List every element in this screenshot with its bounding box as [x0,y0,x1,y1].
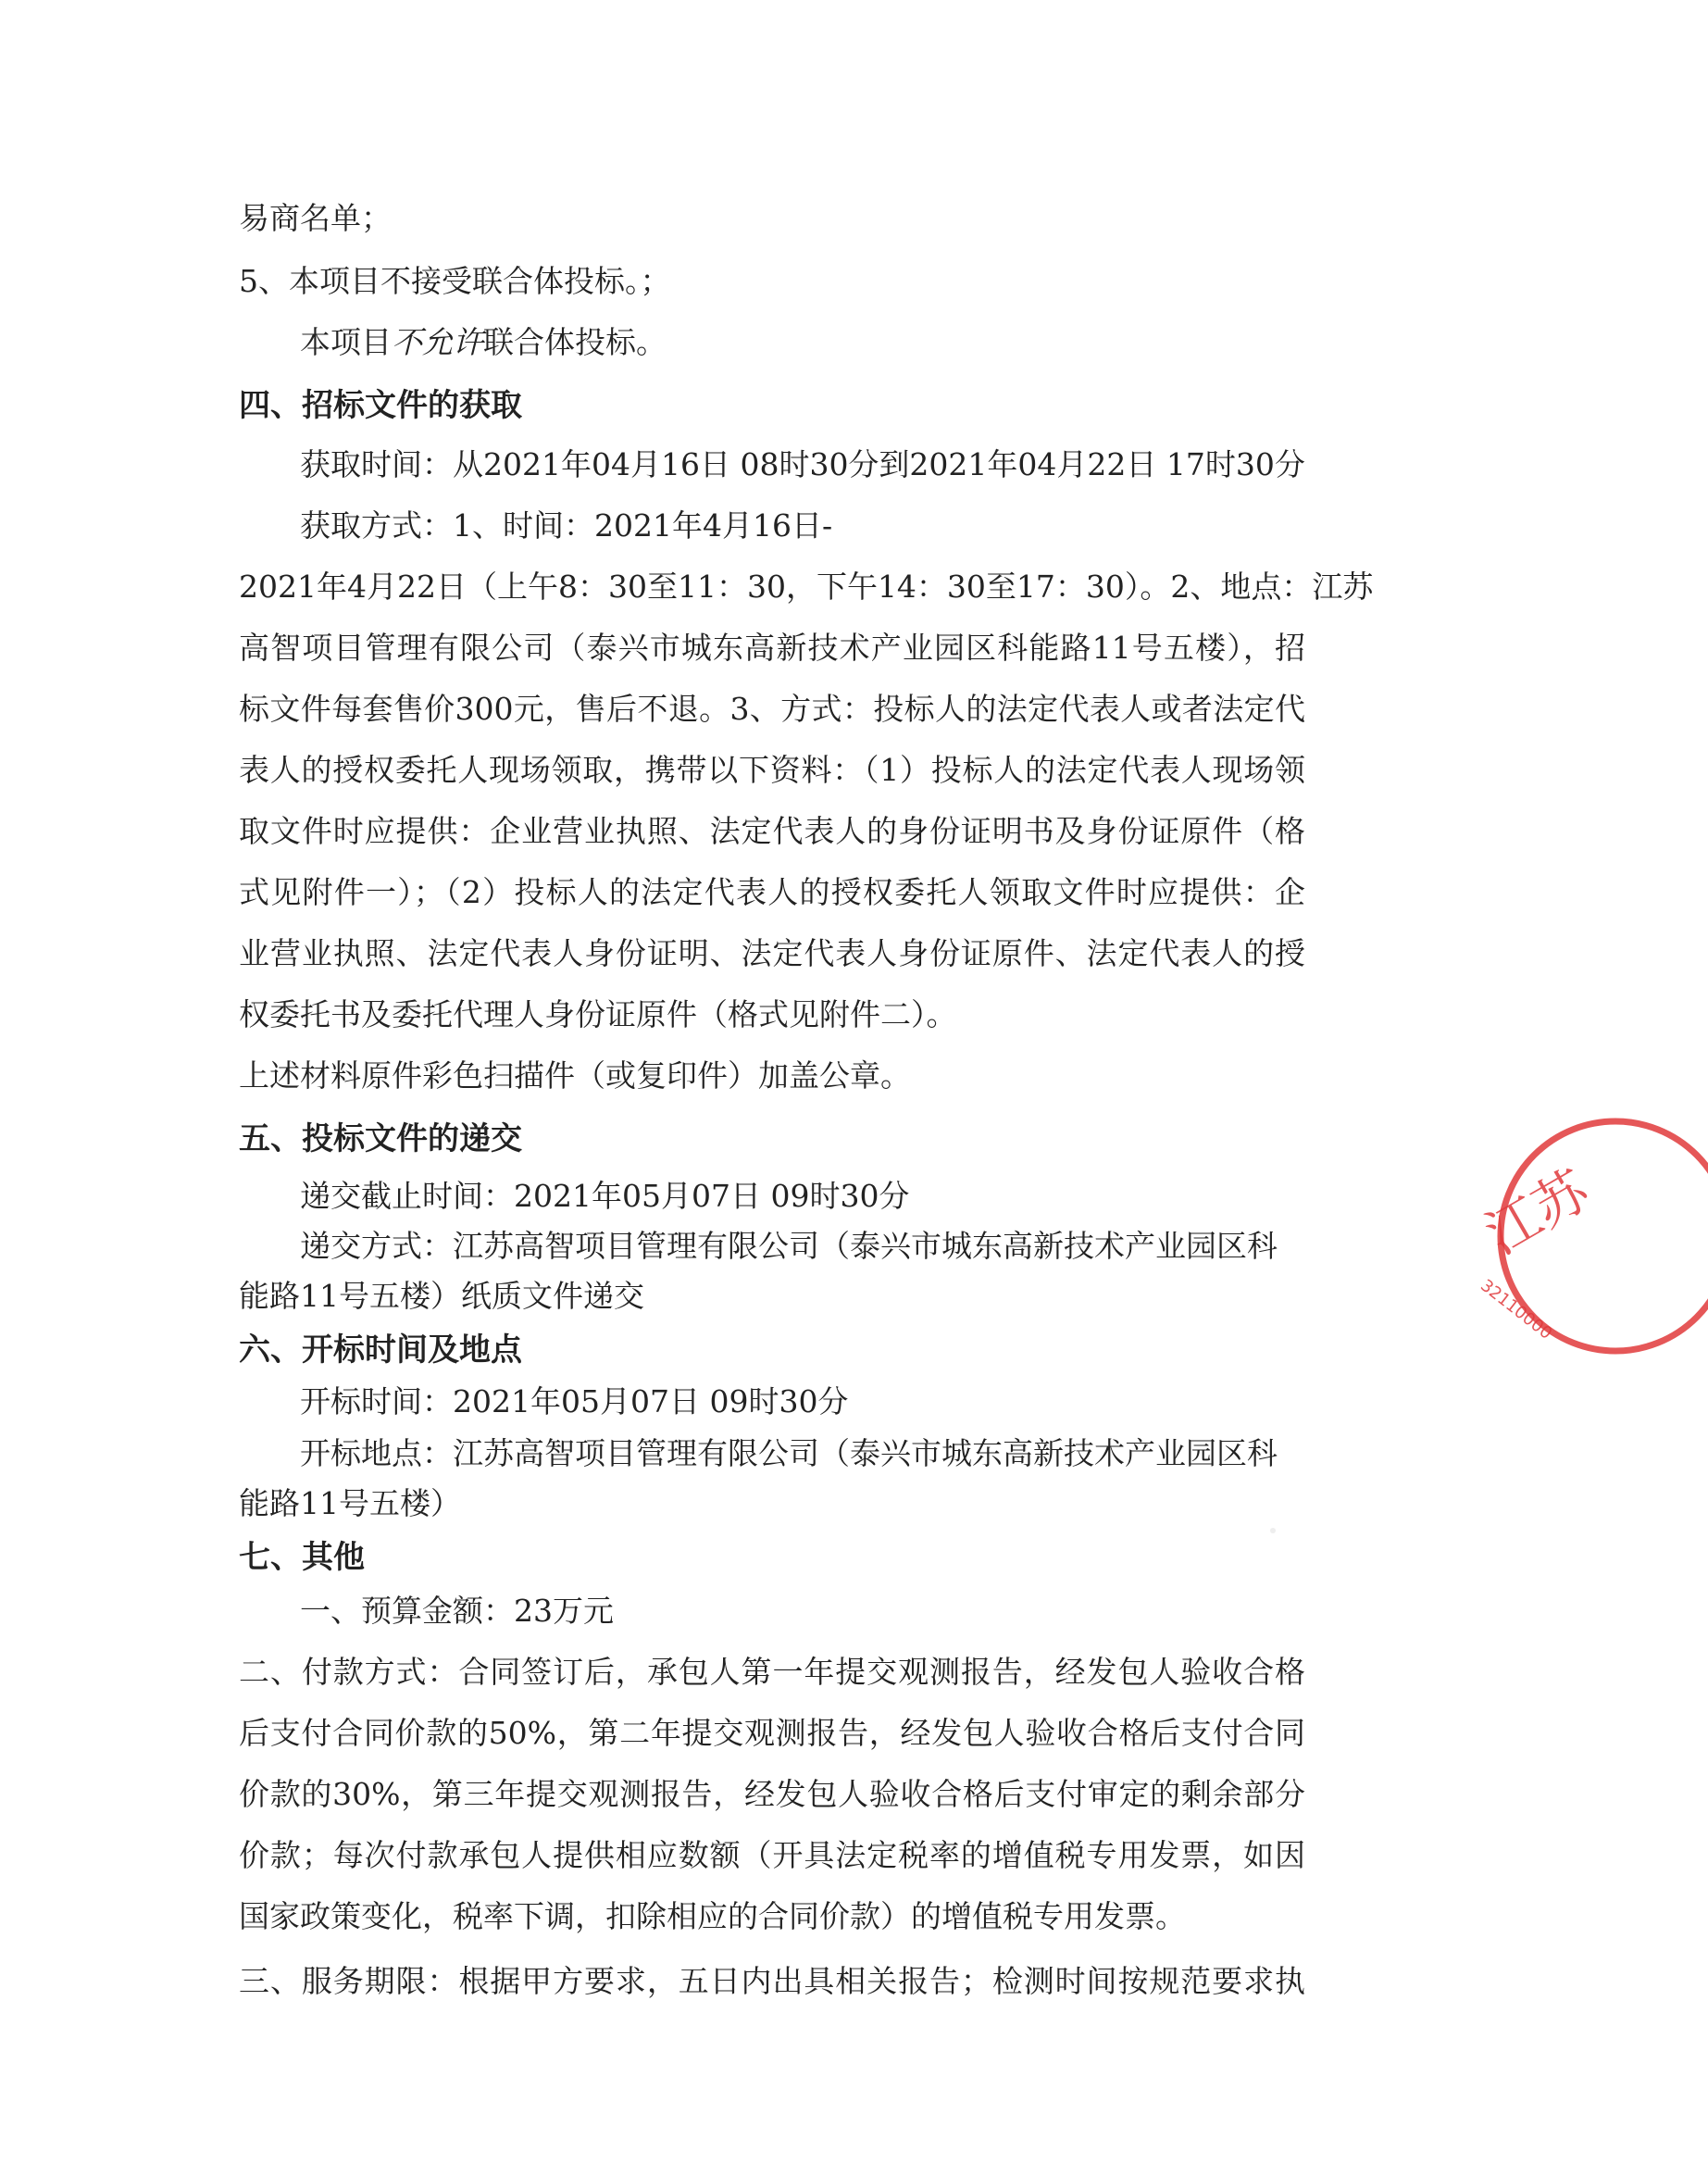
text-line: 5、本项目不接受联合体投标。； [239,263,671,299]
text-segment-italic: 不允许 [392,324,483,360]
text-line: 能路11号五楼） [239,1485,461,1521]
text-line: 开标地点：江苏高智项目管理有限公司（泰兴市城东高新技术产业园区科 [300,1435,1278,1471]
text-line: 递交方式：江苏高智项目管理有限公司（泰兴市城东高新技术产业园区科 [300,1228,1278,1264]
text-line: 价款的30%，第三年提交观测报告，经发包人验收合格后支付审定的剩余部分 [239,1776,1305,1812]
section-heading: 七、其他 [239,1539,365,1576]
text-line: 二、付款方式：合同签订后，承包人第一年提交观测报告，经发包人验收合格 [239,1654,1305,1690]
text-line: 标文件每套售价300元，售后不退。3、方式：投标人的法定代表人或者法定代 [239,691,1305,727]
text-segment: 本项目 [300,324,392,360]
text-line [300,319,667,362]
text-line: 式见附件一）；（2）投标人的法定代表人的授权委托人领取文件时应提供：企 [239,874,1305,910]
text-line: 能路11号五楼）纸质文件递交 [239,1278,644,1314]
section-heading: 四、招标文件的获取 [239,387,522,424]
text-line: 2021年4月22日（上午8：30至11：30，下午14：30至17：30）。2、地点：江苏 [239,569,1374,605]
company-seal-stamp [1467,1102,1708,1380]
text-line: 取文件时应提供：企业营业执照、法定代表人的身份证明书及身份证原件（格 [239,813,1305,849]
scan-speck [1270,1528,1276,1533]
svg-text:32110000: 32110000 [1477,1275,1556,1344]
text-line: 递交截止时间：2021年05月07日 09时30分 [300,1178,910,1214]
text-line: 易商名单； [239,200,392,236]
text-line: 表人的授权委托人现场领取，携带以下资料：（1）投标人的法定代表人现场领 [239,752,1305,788]
text-line: 获取方式：1、时间：2021年4月16日- [300,507,833,544]
text-line: 高智项目管理有限公司（泰兴市城东高新技术产业园区科能路11号五楼），招 [239,630,1305,666]
section-heading: 六、开标时间及地点 [239,1332,522,1369]
section-heading: 五、投标文件的递交 [239,1120,522,1157]
text-line: 上述材料原件彩色扫描件（或复印件）加盖公章。 [239,1057,911,1094]
svg-text:江苏: 江苏 [1475,1157,1601,1267]
text-line: 权委托书及委托代理人身份证原件（格式见附件二）。 [239,996,957,1032]
text-line: 一、预算金额：23万元 [300,1593,614,1629]
text-line: 国家政策变化，税率下调，扣除相应的合同价款）的增值税专用发票。 [239,1898,1186,1934]
text-line: 后支付合同价款的50%，第二年提交观测报告，经发包人验收合格后支付合同 [239,1715,1305,1751]
text-segment: 联合体投标。 [483,324,667,360]
text-line: 开标时间：2021年05月07日 09时30分 [300,1383,849,1419]
text-line: 业营业执照、法定代表人身份证明、法定代表人身份证原件、法定代表人的授 [239,935,1305,971]
text-line: 三、服务期限：根据甲方要求，五日内出具相关报告；检测时间按规范要求执 [239,1963,1305,1999]
text-line: 获取时间：从2021年04月16日 08时30分到2021年04月22日 17时30分 [300,446,1305,482]
text-line: 价款；每次付款承包人提供相应数额（开具法定税率的增值税专用发票，如因 [239,1837,1305,1873]
